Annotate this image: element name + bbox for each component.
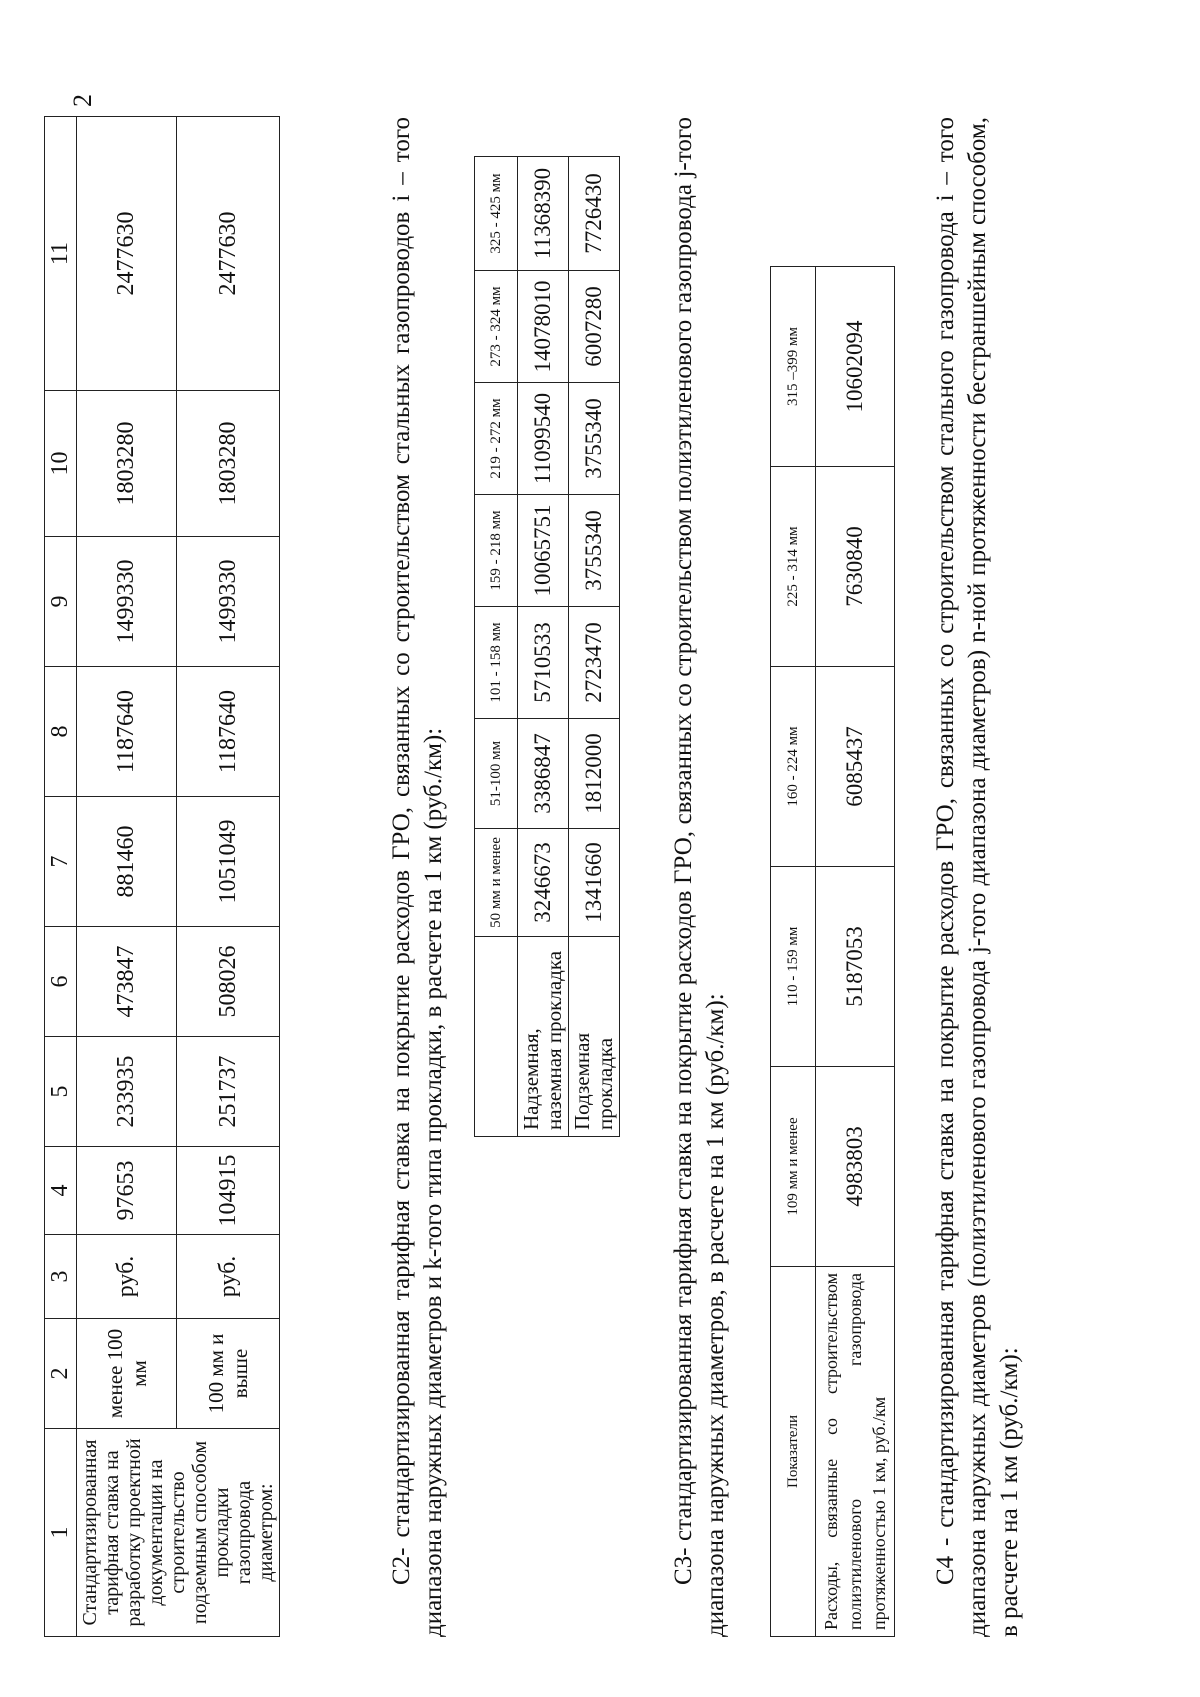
value-cell: 2477630: [177, 117, 280, 391]
paragraph-c4-text: С4 - стандартизированная тарифная ставка на покрытие расходов ГРО, связанных со строительством стального газопровода i – того диапазона наружных диаметров (полиэтиленового газопровода j-того диапазона диаметров) n-ной протяженности бестраншейным способом, в расчете на 1 км (руб./км):: [932, 117, 1023, 1637]
col-number: 1: [45, 1429, 77, 1637]
unit-cell: руб.: [177, 1235, 280, 1319]
value-cell: 6085437: [816, 667, 895, 867]
col-number: 9: [45, 537, 77, 667]
paragraph-c2-text: С2- стандартизированная тарифная ставка на покрытие расходов ГРО, связанных со строительством стальных газопроводов i – того диапазона наружных диаметров и k-того типа прокладки, в расчете на 1 км (руб./км):: [388, 117, 447, 1637]
table-row: [816, 267, 895, 1637]
table-row: [518, 157, 569, 1137]
column-header: 101 - 158 мм: [475, 607, 518, 719]
page-number: 2: [68, 94, 97, 107]
column-header: 325 - 425 мм: [475, 157, 518, 271]
value-cell: 1499330: [77, 537, 177, 667]
column-header: 51-100 мм: [475, 719, 518, 829]
row-label: Стандартизированная тарифная ставка на разработку проектной документации на строительство подземным способом прокладки газопровода диаметром:: [77, 1429, 280, 1637]
value-cell: 7630840: [816, 467, 895, 667]
table-header-row: [771, 267, 816, 1637]
col-number: 3: [45, 1235, 77, 1319]
col-number: 8: [45, 667, 77, 797]
table-row: [177, 117, 280, 1637]
value-cell: 14078010: [518, 271, 569, 383]
col-number: 11: [45, 117, 77, 391]
paragraph-c3: [668, 117, 732, 1637]
value-cell: 5187053: [816, 867, 895, 1067]
value-cell: 10602094: [816, 267, 895, 467]
value-cell: 3386847: [518, 719, 569, 829]
empty-header-cell: [475, 937, 518, 1137]
col-number: 6: [45, 927, 77, 1037]
value-cell: 233935: [77, 1037, 177, 1147]
design-rate-table: [44, 116, 280, 1637]
col-number: 10: [45, 391, 77, 537]
table-row: [77, 117, 177, 1637]
value-cell: 3755340: [569, 383, 620, 495]
value-cell: 5710533: [518, 607, 569, 719]
column-header: 159 - 218 мм: [475, 495, 518, 607]
value-cell: 2477630: [77, 117, 177, 391]
value-cell: 1803280: [177, 391, 280, 537]
value-cell: 7726430: [569, 157, 620, 271]
paragraph-c2: [386, 117, 450, 1637]
value-cell: 1812000: [569, 719, 620, 829]
column-header: 110 - 159 мм: [771, 867, 816, 1067]
col-number: 4: [45, 1147, 77, 1235]
polyethylene-pipeline-rate-table: [770, 266, 895, 1637]
value-cell: 11099540: [518, 383, 569, 495]
value-cell: 1187640: [77, 667, 177, 797]
table-header-row: [475, 157, 518, 1137]
value-cell: 104915: [177, 1147, 280, 1235]
row-label: Расходы, связанные со строительством полиэтиленового газопровода протяженностью 1 км, руб./км: [816, 1267, 895, 1637]
row-label: Надземная, наземная прокладка: [518, 937, 569, 1137]
value-cell: 11368390: [518, 157, 569, 271]
table-header-row: [45, 117, 77, 1637]
value-cell: 508026: [177, 927, 280, 1037]
paragraph-c3-text: С3- стандартизированная тарифная ставка на покрытие расходов ГРО, связанных со строительством полиэтиленового газопровода j-того диапазона наружных диаметров, в расчете на 1 км (руб./км):: [670, 117, 729, 1637]
diameter-cell: менее 100 мм: [77, 1319, 177, 1429]
value-cell: 3246673: [518, 829, 569, 937]
paragraph-c4: [930, 117, 1026, 1637]
col-number: 2: [45, 1319, 77, 1429]
value-cell: 10065751: [518, 495, 569, 607]
value-cell: 1341660: [569, 829, 620, 937]
column-header: 160 - 224 мм: [771, 667, 816, 867]
col-number: 7: [45, 797, 77, 927]
unit-cell: руб.: [77, 1235, 177, 1319]
value-cell: 6007280: [569, 271, 620, 383]
value-cell: 881460: [77, 797, 177, 927]
value-cell: 1187640: [177, 667, 280, 797]
steel-pipeline-rate-table: [474, 156, 620, 1137]
diameter-cell: 100 мм и выше: [177, 1319, 280, 1429]
row-label: Подземная прокладка: [569, 937, 620, 1137]
column-header: 109 мм и менее: [771, 1067, 816, 1267]
value-cell: 1051049: [177, 797, 280, 927]
column-header: 315 –399 мм: [771, 267, 816, 467]
column-header: 273 - 324 мм: [475, 271, 518, 383]
column-header: 50 мм и менее: [475, 829, 518, 937]
value-cell: 2723470: [569, 607, 620, 719]
value-cell: 251737: [177, 1037, 280, 1147]
value-cell: 97653: [77, 1147, 177, 1235]
header-label: Показатели: [771, 1267, 816, 1637]
value-cell: 1499330: [177, 537, 280, 667]
column-header: 225 - 314 мм: [771, 467, 816, 667]
table-row: [569, 157, 620, 1137]
value-cell: 3755340: [569, 495, 620, 607]
value-cell: 473847: [77, 927, 177, 1037]
col-number: 5: [45, 1037, 77, 1147]
value-cell: 1803280: [77, 391, 177, 537]
column-header: 219 - 272 мм: [475, 383, 518, 495]
value-cell: 4983803: [816, 1067, 895, 1267]
